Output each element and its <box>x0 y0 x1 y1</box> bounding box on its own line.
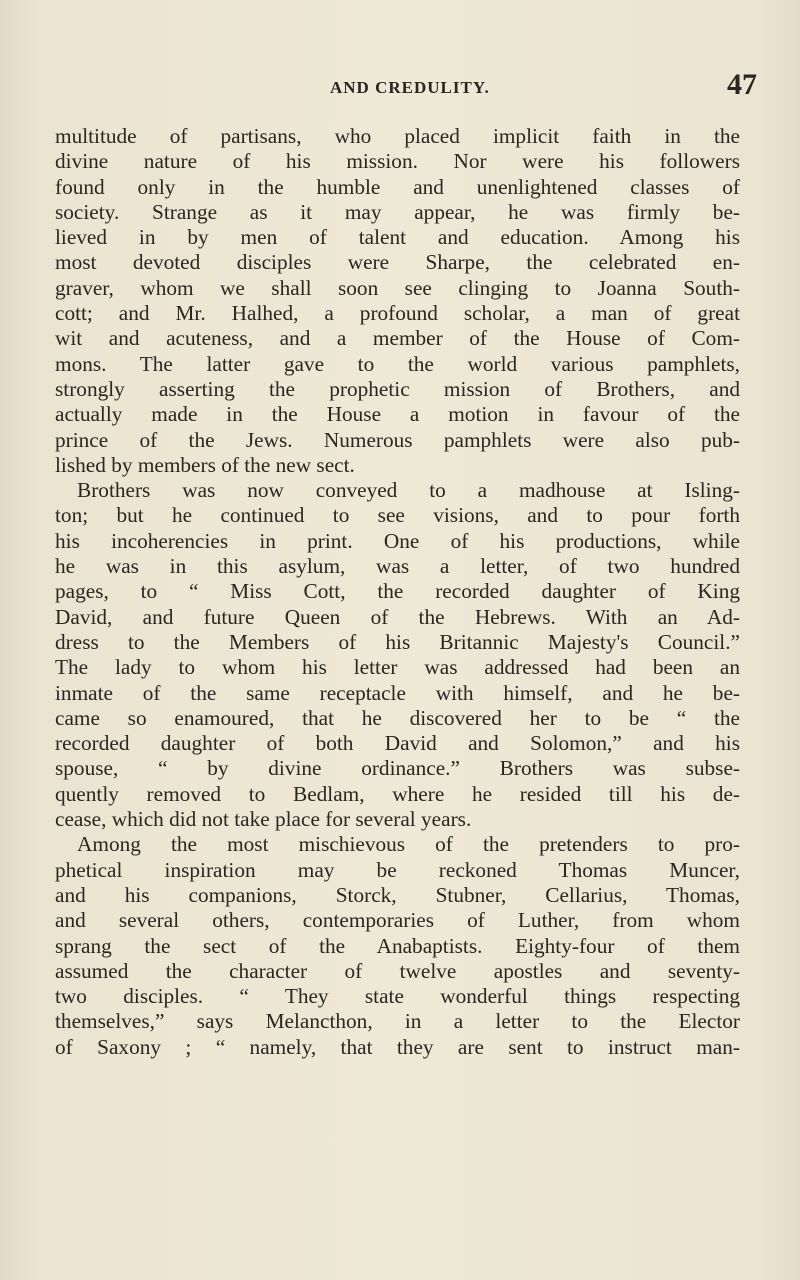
text-line: phetical inspiration may be reckoned Thomas Muncer, <box>55 857 740 882</box>
text-line: society. Strange as it may appear, he was firmly be- <box>55 199 740 224</box>
text-line: recorded daughter of both David and Solomon,” and his <box>55 731 740 756</box>
text-line: spouse, “ by divine ordinance.” Brothers was subse- <box>55 756 740 781</box>
text-line: two disciples. “ They state wonderful things respecting <box>55 984 740 1009</box>
text-line: cease, which did not take place for several years. <box>55 807 472 832</box>
running-title: AND CREDULITY. <box>330 78 490 97</box>
text-line: inmate of the same receptacle with himself, and he be- <box>55 680 740 705</box>
text-line: Brothers was now conveyed to a madhouse at Isling- <box>77 478 740 503</box>
text-line: pages, to “ Miss Cott, the recorded daughter of King <box>55 579 740 604</box>
text-line: lieved in by men of talent and education. Among his <box>55 225 740 250</box>
running-head <box>0 68 800 108</box>
text-line: ton; but he continued to see visions, and to pour forth <box>55 503 740 528</box>
text-line: cott; and Mr. Halhed, a profound scholar, a man of great <box>55 301 740 326</box>
text-line: sprang the sect of the Anabaptists. Eighty-four of them <box>55 933 740 958</box>
text-line: wit and acuteness, and a member of the House of Com- <box>55 326 740 351</box>
text-line: lished by members of the new sect. <box>55 452 355 477</box>
text-line: and his companions, Storck, Stubner, Cellarius, Thomas, <box>55 882 740 907</box>
text-line: David, and future Queen of the Hebrews. With an Ad- <box>55 604 740 629</box>
text-line: mons. The latter gave to the world various pamphlets, <box>55 351 740 376</box>
text-line: multitude of partisans, who placed implicit faith in the <box>55 124 740 148</box>
body-text <box>55 124 740 1060</box>
text-line: themselves,” says Melancthon, in a letter to the Elector <box>55 1009 740 1034</box>
text-line: divine nature of his mission. Nor were his followers <box>55 149 740 174</box>
text-line: and several others, contemporaries of Luther, from whom <box>55 908 740 933</box>
text-line: actually made in the House a motion in favour of the <box>55 402 740 427</box>
text-line: quently removed to Bedlam, where he resided till his de- <box>55 781 740 806</box>
text-line: strongly asserting the prophetic mission of Brothers, and <box>55 376 740 401</box>
text-line: prince of the Jews. Numerous pamphlets were also pub- <box>55 427 740 452</box>
text-line: his incoherencies in print. One of his productions, while <box>55 528 740 553</box>
text-line: dress to the Members of his Britannic Majesty's Council.” <box>55 629 740 654</box>
page-number: 47 <box>727 68 757 101</box>
text-line: The lady to whom his letter was addressed had been an <box>55 655 740 680</box>
text-line: assumed the character of twelve apostles and seventy- <box>55 958 740 983</box>
text-line: most devoted disciples were Sharpe, the celebrated en- <box>55 250 740 275</box>
text-line: found only in the humble and unenlightened classes of <box>55 174 740 199</box>
text-line: he was in this asylum, was a letter, of two hundred <box>55 554 740 579</box>
text-line: came so enamoured, that he discovered her to be “ the <box>55 705 740 730</box>
text-line: of Saxony ; “ namely, that they are sent to instruct man- <box>55 1034 740 1059</box>
text-line: Among the most mischievous of the pretenders to pro- <box>77 832 740 857</box>
text-line: graver, whom we shall soon see clinging to Joanna South- <box>55 275 740 300</box>
